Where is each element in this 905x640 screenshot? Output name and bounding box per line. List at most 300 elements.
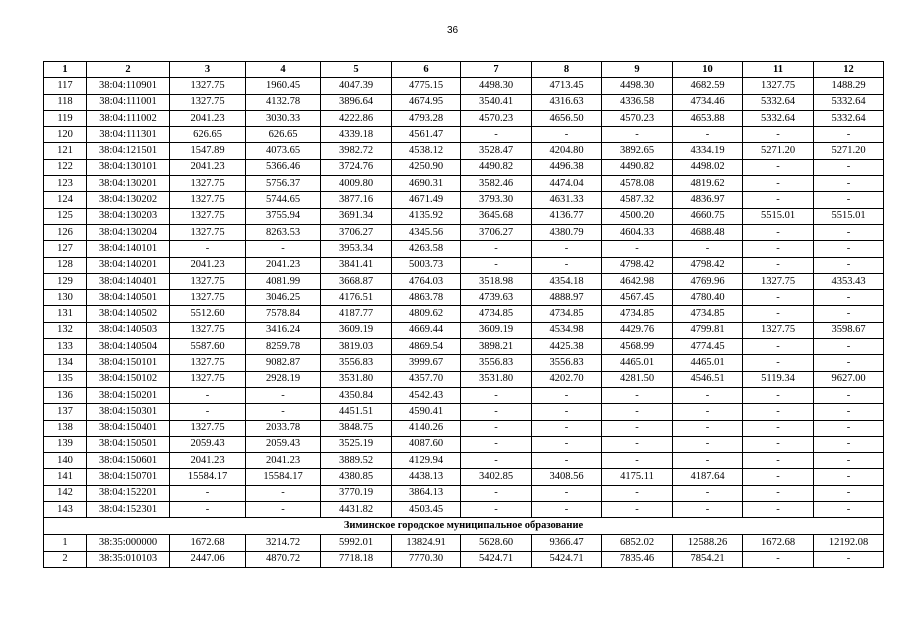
table-cell: 4498.02 xyxy=(673,159,743,175)
table-cell: 4669.44 xyxy=(392,322,461,338)
table-cell: 1327.75 xyxy=(743,273,814,289)
table-cell: - xyxy=(246,387,321,403)
table-cell: - xyxy=(814,192,884,208)
table-row xyxy=(44,273,884,289)
table-cell: 1327.75 xyxy=(743,78,814,94)
table-cell: 2059.43 xyxy=(170,436,246,452)
table-cell: 1327.75 xyxy=(743,322,814,338)
table-cell: 4129.94 xyxy=(392,453,461,469)
table-cell: - xyxy=(170,241,246,257)
table-cell: 4500.20 xyxy=(602,208,673,224)
table-cell: - xyxy=(246,502,321,518)
table-cell: - xyxy=(170,485,246,501)
table-cell: 4578.08 xyxy=(602,176,673,192)
table-cell: 4073.65 xyxy=(246,143,321,159)
table-cell: 38:04:140401 xyxy=(87,273,170,289)
table-cell: 4656.50 xyxy=(532,110,602,126)
table-row xyxy=(44,176,884,192)
table-cell: - xyxy=(461,436,532,452)
table-cell: 3898.21 xyxy=(461,339,532,355)
table-cell: - xyxy=(461,420,532,436)
table-cell: 126 xyxy=(44,224,87,240)
table-cell: 1672.68 xyxy=(743,535,814,551)
table-cell: - xyxy=(814,502,884,518)
table-cell: 4798.42 xyxy=(673,257,743,273)
table-row xyxy=(44,208,884,224)
table-cell: 4809.62 xyxy=(392,306,461,322)
table-cell: - xyxy=(814,436,884,452)
table-cell: - xyxy=(814,404,884,420)
table-cell: - xyxy=(743,404,814,420)
table-cell: - xyxy=(743,241,814,257)
table-cell: 133 xyxy=(44,339,87,355)
table-cell: 134 xyxy=(44,355,87,371)
table-cell: - xyxy=(461,257,532,273)
table-cell: 4799.81 xyxy=(673,322,743,338)
table-cell: 4334.19 xyxy=(673,143,743,159)
table-cell: 38:04:111301 xyxy=(87,127,170,143)
table-cell: 4498.30 xyxy=(602,78,673,94)
table-cell: - xyxy=(602,387,673,403)
table-cell: 139 xyxy=(44,436,87,452)
table-cell: 3582.46 xyxy=(461,176,532,192)
table-cell: 4642.98 xyxy=(602,273,673,289)
table-cell: 4734.85 xyxy=(461,306,532,322)
page-number: 36 xyxy=(446,25,459,36)
table-cell: 5332.64 xyxy=(743,94,814,110)
table-cell: - xyxy=(814,485,884,501)
table-cell: - xyxy=(602,420,673,436)
table-cell: 4250.90 xyxy=(392,159,461,175)
table-row xyxy=(44,257,884,273)
table-cell: 122 xyxy=(44,159,87,175)
table-row xyxy=(44,420,884,436)
table-cell: 1488.29 xyxy=(814,78,884,94)
table-cell: 138 xyxy=(44,420,87,436)
table-cell: 142 xyxy=(44,485,87,501)
table-cell: - xyxy=(532,420,602,436)
table-cell: 3889.52 xyxy=(321,453,392,469)
table-cell: 5332.64 xyxy=(814,110,884,126)
table-cell: 1327.75 xyxy=(170,224,246,240)
table-cell: - xyxy=(532,127,602,143)
table-cell: 5515.01 xyxy=(814,208,884,224)
table-cell: 3531.80 xyxy=(461,371,532,387)
table-cell: - xyxy=(814,306,884,322)
table-cell: 4350.84 xyxy=(321,387,392,403)
table-cell: 3030.33 xyxy=(246,110,321,126)
table-cell: 38:04:150501 xyxy=(87,436,170,452)
table-cell: 4081.99 xyxy=(246,273,321,289)
table-row xyxy=(44,453,884,469)
table-cell: 4538.12 xyxy=(392,143,461,159)
table-cell: 4682.59 xyxy=(673,78,743,94)
table-cell: 1327.75 xyxy=(170,176,246,192)
table-cell: 4604.33 xyxy=(602,224,673,240)
table-cell: 38:04:110901 xyxy=(87,78,170,94)
table-cell: 2447.06 xyxy=(170,551,246,567)
table-cell: 4429.76 xyxy=(602,322,673,338)
table-row xyxy=(44,339,884,355)
table-cell: 2059.43 xyxy=(246,436,321,452)
table-cell: 12192.08 xyxy=(814,535,884,551)
table-cell: 5628.60 xyxy=(461,535,532,551)
table-cell: 38:04:140502 xyxy=(87,306,170,322)
table-cell: 5271.20 xyxy=(743,143,814,159)
table-cell: 3214.72 xyxy=(246,535,321,551)
column-header: 3 xyxy=(170,62,246,78)
table-cell: - xyxy=(673,485,743,501)
table-cell: 4176.51 xyxy=(321,290,392,306)
table-cell: 125 xyxy=(44,208,87,224)
table-cell: 4474.04 xyxy=(532,176,602,192)
table-cell: - xyxy=(814,290,884,306)
table-cell: 4863.78 xyxy=(392,290,461,306)
table-cell: - xyxy=(673,502,743,518)
table-cell: - xyxy=(814,241,884,257)
column-header: 10 xyxy=(673,62,743,78)
table-row xyxy=(44,469,884,485)
table-cell: 4087.60 xyxy=(392,436,461,452)
table-cell: - xyxy=(814,469,884,485)
table-cell: 2033.78 xyxy=(246,420,321,436)
table-cell: - xyxy=(814,387,884,403)
table-cell: 3953.34 xyxy=(321,241,392,257)
table-row xyxy=(44,485,884,501)
table-cell: 4431.82 xyxy=(321,502,392,518)
table-row xyxy=(44,143,884,159)
table-cell: 4204.80 xyxy=(532,143,602,159)
table-cell: - xyxy=(461,502,532,518)
table-cell: - xyxy=(532,404,602,420)
table-cell: - xyxy=(532,387,602,403)
table-cell: - xyxy=(814,257,884,273)
table-cell: 15584.17 xyxy=(170,469,246,485)
table-cell: - xyxy=(246,485,321,501)
table-cell: 4490.82 xyxy=(461,159,532,175)
table-cell: - xyxy=(532,436,602,452)
table-cell: 38:04:150701 xyxy=(87,469,170,485)
table-cell: 38:35:000000 xyxy=(87,535,170,551)
table-cell: 7835.46 xyxy=(602,551,673,567)
table-cell: 4671.49 xyxy=(392,192,461,208)
table-cell: - xyxy=(602,436,673,452)
table-cell: 4570.23 xyxy=(461,110,532,126)
table-cell: 38:04:140201 xyxy=(87,257,170,273)
table-cell: 1960.45 xyxy=(246,78,321,94)
column-header: 8 xyxy=(532,62,602,78)
table-cell: - xyxy=(743,159,814,175)
table-cell: 4631.33 xyxy=(532,192,602,208)
table-row xyxy=(44,436,884,452)
table-cell: 4465.01 xyxy=(602,355,673,371)
table-row xyxy=(44,387,884,403)
table-cell: 2 xyxy=(44,551,87,567)
table-cell: 140 xyxy=(44,453,87,469)
table-cell: 3982.72 xyxy=(321,143,392,159)
table-cell: 38:04:140101 xyxy=(87,241,170,257)
table-cell: 3556.83 xyxy=(321,355,392,371)
table-cell: 38:04:150301 xyxy=(87,404,170,420)
table-cell: 3770.19 xyxy=(321,485,392,501)
table-cell: 4222.86 xyxy=(321,110,392,126)
table-cell: 136 xyxy=(44,387,87,403)
table-cell: 38:04:150601 xyxy=(87,453,170,469)
table-cell: 4263.58 xyxy=(392,241,461,257)
table-cell: 1327.75 xyxy=(170,290,246,306)
table-cell: 128 xyxy=(44,257,87,273)
table-cell: - xyxy=(532,502,602,518)
table-cell: 626.65 xyxy=(170,127,246,143)
column-header: 2 xyxy=(87,62,170,78)
table-cell: 4561.47 xyxy=(392,127,461,143)
table-cell: 4688.48 xyxy=(673,224,743,240)
table-cell: 38:04:130202 xyxy=(87,192,170,208)
column-header: 4 xyxy=(246,62,321,78)
table-cell: 3892.65 xyxy=(602,143,673,159)
table-cell: 38:04:140503 xyxy=(87,322,170,338)
table-cell: 3896.64 xyxy=(321,94,392,110)
table-cell: 127 xyxy=(44,241,87,257)
table-cell: 3046.25 xyxy=(246,290,321,306)
column-header: 6 xyxy=(392,62,461,78)
table-cell: - xyxy=(246,404,321,420)
table-cell: - xyxy=(532,453,602,469)
table-cell: 1327.75 xyxy=(170,371,246,387)
table-cell: 4140.26 xyxy=(392,420,461,436)
table-cell: - xyxy=(743,387,814,403)
table-cell: - xyxy=(602,404,673,420)
table-cell: 38:04:130201 xyxy=(87,176,170,192)
table-cell: 4590.41 xyxy=(392,404,461,420)
table-cell: 4187.64 xyxy=(673,469,743,485)
table-cell: 3556.83 xyxy=(461,355,532,371)
table-cell: 3706.27 xyxy=(321,224,392,240)
table-cell: 1327.75 xyxy=(170,420,246,436)
table-cell: 38:04:150201 xyxy=(87,387,170,403)
table-cell: 4009.80 xyxy=(321,176,392,192)
table-cell: 38:04:152201 xyxy=(87,485,170,501)
table-cell: 1547.89 xyxy=(170,143,246,159)
table-cell: - xyxy=(743,485,814,501)
table-cell: - xyxy=(673,127,743,143)
table-body-lower xyxy=(44,535,884,568)
table-cell: 5271.20 xyxy=(814,143,884,159)
table-cell: - xyxy=(814,127,884,143)
table-cell: 4503.45 xyxy=(392,502,461,518)
table-cell: - xyxy=(532,241,602,257)
table-cell: 5424.71 xyxy=(461,551,532,567)
table-cell: 3706.27 xyxy=(461,224,532,240)
table-cell: 3540.41 xyxy=(461,94,532,110)
table-cell: 38:04:130204 xyxy=(87,224,170,240)
table-cell: 4739.63 xyxy=(461,290,532,306)
table-cell: 4568.99 xyxy=(602,339,673,355)
table-cell: - xyxy=(814,159,884,175)
table-cell: - xyxy=(814,420,884,436)
table-cell: 2041.23 xyxy=(170,110,246,126)
table-cell: 3556.83 xyxy=(532,355,602,371)
table-cell: 9366.47 xyxy=(532,535,602,551)
table-cell: 4734.85 xyxy=(673,306,743,322)
header-row xyxy=(44,62,884,78)
table-cell: 4132.78 xyxy=(246,94,321,110)
table-cell: 4380.85 xyxy=(321,469,392,485)
table-cell: 4819.62 xyxy=(673,176,743,192)
table-cell: 4175.11 xyxy=(602,469,673,485)
table-cell: 3793.30 xyxy=(461,192,532,208)
table-cell: 4793.28 xyxy=(392,110,461,126)
table-cell: 5992.01 xyxy=(321,535,392,551)
table-cell: 4660.75 xyxy=(673,208,743,224)
table-cell: 5744.65 xyxy=(246,192,321,208)
section-title: Зиминское городское муниципальное образование xyxy=(44,518,884,535)
table-cell: 4798.42 xyxy=(602,257,673,273)
table-cell: - xyxy=(461,404,532,420)
table-cell: 3402.85 xyxy=(461,469,532,485)
table-row xyxy=(44,551,884,567)
table-cell: - xyxy=(246,241,321,257)
table-cell: 4713.45 xyxy=(532,78,602,94)
table-cell: 4764.03 xyxy=(392,273,461,289)
data-table xyxy=(43,61,884,568)
table-cell: - xyxy=(170,404,246,420)
table-cell: 3525.19 xyxy=(321,436,392,452)
table-cell: 4451.51 xyxy=(321,404,392,420)
table-cell: 8259.78 xyxy=(246,339,321,355)
table-cell: 4542.43 xyxy=(392,387,461,403)
table-cell: 3645.68 xyxy=(461,208,532,224)
table-cell: 5756.37 xyxy=(246,176,321,192)
table-cell: 3877.16 xyxy=(321,192,392,208)
table-cell: - xyxy=(673,387,743,403)
table-cell: 1327.75 xyxy=(170,273,246,289)
column-header: 12 xyxy=(814,62,884,78)
table-cell: 4774.45 xyxy=(673,339,743,355)
table-cell: 626.65 xyxy=(246,127,321,143)
table-cell: 120 xyxy=(44,127,87,143)
table-row xyxy=(44,224,884,240)
table-row xyxy=(44,192,884,208)
table-row xyxy=(44,502,884,518)
table-cell: 5332.64 xyxy=(743,110,814,126)
table-cell: - xyxy=(814,176,884,192)
table-cell: 1327.75 xyxy=(170,94,246,110)
table-cell: 13824.91 xyxy=(392,535,461,551)
table-cell: 4136.77 xyxy=(532,208,602,224)
table-row xyxy=(44,404,884,420)
table-cell: 121 xyxy=(44,143,87,159)
table-cell: 3724.76 xyxy=(321,159,392,175)
table-cell: - xyxy=(743,339,814,355)
table-cell: 38:04:140504 xyxy=(87,339,170,355)
table-row xyxy=(44,159,884,175)
table-cell: 4734.46 xyxy=(673,94,743,110)
table-cell: 3848.75 xyxy=(321,420,392,436)
table-cell: - xyxy=(743,192,814,208)
table-cell: 4187.77 xyxy=(321,306,392,322)
table-cell: 4869.54 xyxy=(392,339,461,355)
table-cell: - xyxy=(602,485,673,501)
table-cell: - xyxy=(532,485,602,501)
table-cell: 38:04:111001 xyxy=(87,94,170,110)
table-cell: 2041.23 xyxy=(170,159,246,175)
table-cell: 5424.71 xyxy=(532,551,602,567)
table-cell: 1672.68 xyxy=(170,535,246,551)
table-cell: 2041.23 xyxy=(246,257,321,273)
table-cell: 3598.67 xyxy=(814,322,884,338)
table-cell: - xyxy=(673,453,743,469)
table-cell: 3518.98 xyxy=(461,273,532,289)
table-cell: - xyxy=(602,241,673,257)
table-cell: - xyxy=(743,469,814,485)
table-cell: 137 xyxy=(44,404,87,420)
table-cell: 132 xyxy=(44,322,87,338)
column-header: 7 xyxy=(461,62,532,78)
table-cell: - xyxy=(743,176,814,192)
table-cell: - xyxy=(743,502,814,518)
column-header: 5 xyxy=(321,62,392,78)
table-cell: - xyxy=(814,355,884,371)
table-cell: - xyxy=(743,420,814,436)
table-cell: 3999.67 xyxy=(392,355,461,371)
table-cell: - xyxy=(170,502,246,518)
table-cell: 4653.88 xyxy=(673,110,743,126)
table-cell: 4570.23 xyxy=(602,110,673,126)
table-cell: 38:04:130101 xyxy=(87,159,170,175)
table-cell: 1 xyxy=(44,535,87,551)
table-cell: 5366.46 xyxy=(246,159,321,175)
table-cell: 3668.87 xyxy=(321,273,392,289)
table-cell: 38:04:121501 xyxy=(87,143,170,159)
table-cell: 124 xyxy=(44,192,87,208)
table-row xyxy=(44,94,884,110)
table-cell: - xyxy=(602,502,673,518)
table-row xyxy=(44,290,884,306)
table-cell: 2041.23 xyxy=(170,453,246,469)
table-cell: 38:04:111002 xyxy=(87,110,170,126)
table-cell: 38:04:152301 xyxy=(87,502,170,518)
table-cell: - xyxy=(461,127,532,143)
table-cell: 4775.15 xyxy=(392,78,461,94)
table-row xyxy=(44,371,884,387)
table-cell: 9082.87 xyxy=(246,355,321,371)
table-cell: 5587.60 xyxy=(170,339,246,355)
table-cell: 9627.00 xyxy=(814,371,884,387)
table-cell: - xyxy=(743,224,814,240)
section-row xyxy=(44,518,884,535)
table-cell: 3528.47 xyxy=(461,143,532,159)
table-cell: - xyxy=(602,127,673,143)
table-cell: - xyxy=(743,436,814,452)
table-cell: - xyxy=(532,257,602,273)
table-cell: 143 xyxy=(44,502,87,518)
table-cell: 141 xyxy=(44,469,87,485)
table-row xyxy=(44,535,884,551)
table-cell: - xyxy=(461,485,532,501)
table-cell: 2928.19 xyxy=(246,371,321,387)
table-cell: 4534.98 xyxy=(532,322,602,338)
table-cell: - xyxy=(743,290,814,306)
table-cell: 4496.38 xyxy=(532,159,602,175)
table-row xyxy=(44,306,884,322)
table-cell: 4836.97 xyxy=(673,192,743,208)
table-cell: 3408.56 xyxy=(532,469,602,485)
table-cell: 6852.02 xyxy=(602,535,673,551)
table-cell: 4734.85 xyxy=(602,306,673,322)
column-header: 11 xyxy=(743,62,814,78)
table-cell: 38:04:150401 xyxy=(87,420,170,436)
